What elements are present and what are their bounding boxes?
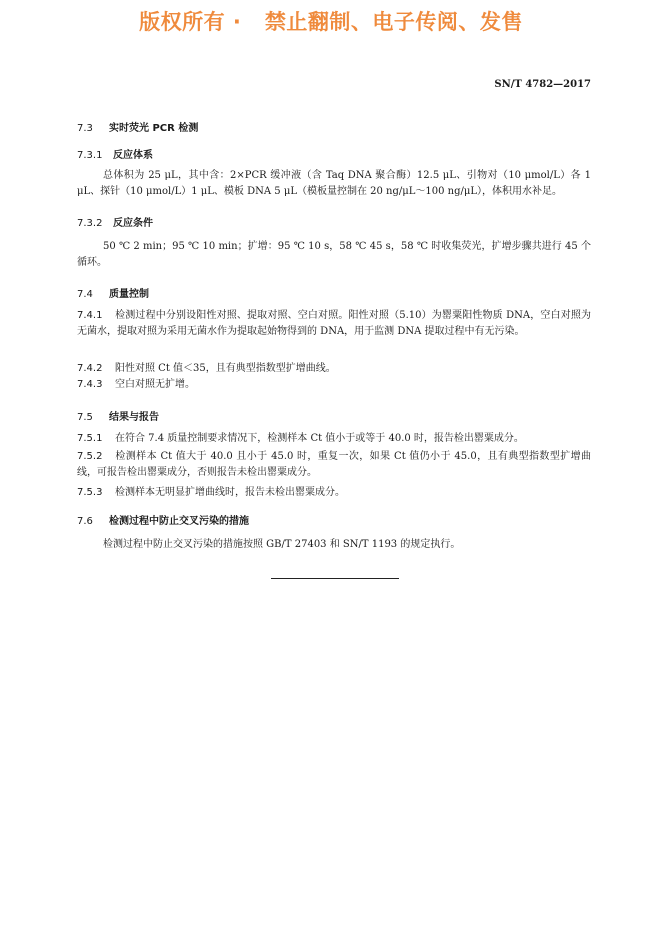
- section-title: 实时荧光 PCR 检测: [109, 123, 199, 134]
- standard-code: SN/T 4782—2017: [494, 79, 591, 90]
- section-number: 7.5: [77, 412, 93, 423]
- clause-7-5-2: [77, 449, 591, 480]
- section-number: 7.3.1: [77, 150, 103, 161]
- clause-number: 7.5.3: [77, 487, 103, 498]
- section-title: 反应体系: [113, 150, 153, 161]
- clause-text: 检测样本无明显扩增曲线时，报告未检出罂粟成分。: [115, 487, 345, 498]
- paragraph-reaction-conditions: 50 ℃ 2 min；95 ℃ 10 min；扩增：95 ℃ 10 s，58 ℃ 45 s，58 ℃ 时收集荧光，扩增步骤共进行 45 个循环。: [77, 241, 591, 268]
- clause-7-5-3: [77, 485, 591, 501]
- clause-7-5-1: [77, 431, 591, 447]
- clause-7-4-2: [77, 361, 591, 377]
- clause-number: 7.4.3: [77, 379, 103, 390]
- clause-7-4-3: [77, 377, 591, 393]
- section-heading-7-3-1: [77, 146, 153, 161]
- clause-7-4-1: [77, 308, 591, 339]
- clause-number: 7.4.1: [77, 310, 103, 321]
- section-heading-7-4: [77, 285, 149, 300]
- section-number: 7.6: [77, 516, 93, 527]
- section-title: 检测过程中防止交叉污染的措施: [109, 516, 249, 527]
- section-number: 7.3.2: [77, 218, 103, 229]
- section-heading-7-3: [77, 119, 198, 134]
- paragraph-cross-contamination: 检测过程中防止交叉污染的措施按照 GB/T 27403 和 SN/T 1193 的规定执行。: [103, 539, 461, 550]
- section-title: 结果与报告: [109, 412, 159, 423]
- section-title: 反应条件: [113, 218, 153, 229]
- clause-number: 7.4.2: [77, 363, 103, 374]
- section-title: 质量控制: [109, 289, 149, 300]
- clause-text: 阳性对照 Ct 值＜35，且有典型指数型扩增曲线。: [115, 363, 336, 374]
- clause-text: 空白对照无扩增。: [115, 379, 195, 390]
- clause-number: 7.5.1: [77, 433, 103, 444]
- section-heading-7-6: [77, 512, 249, 527]
- clause-text: 检测样本 Ct 值大于 40.0 且小于 45.0 时，重复一次，如果 Ct 值仍小于 45.0，且有典型指数型扩增曲线，可报告检出罂粟成分，否则报告未检出罂粟成分。: [77, 451, 591, 478]
- clause-text: 在符合 7.4 质量控制要求情况下，检测样本 Ct 值小于或等于 40.0 时，报告检出罂粟成分。: [115, 433, 524, 444]
- section-number: 7.3: [77, 123, 93, 134]
- section-heading-7-3-2: [77, 214, 153, 229]
- watermark-banner: 版权所有 · 禁止翻制、电子传阅、发售: [139, 10, 523, 34]
- paragraph-reaction-system: 总体积为 25 μL，其中含：2×PCR 缓冲液（含 Taq DNA 聚合酶）12.5 μL、引物对（10 μmol/L）各 1 μL、探针（10 μmol/L）1 μL、模板 DNA 5 μL（模板量控制在 20 ng/μL～100 ng/μL），体积用水补足。: [77, 170, 591, 197]
- clause-text: 检测过程中分别设阳性对照、提取对照、空白对照。阳性对照（5.10）为罂粟阳性物质 DNA，空白对照为无菌水，提取对照为采用无菌水作为提取起始物得到的 DNA，用于监测 DNA 提取过程中有无污染。: [77, 310, 591, 337]
- section-number: 7.4: [77, 289, 93, 300]
- section-heading-7-5: [77, 408, 159, 423]
- clause-number: 7.5.2: [77, 451, 103, 462]
- end-rule: [271, 578, 399, 579]
